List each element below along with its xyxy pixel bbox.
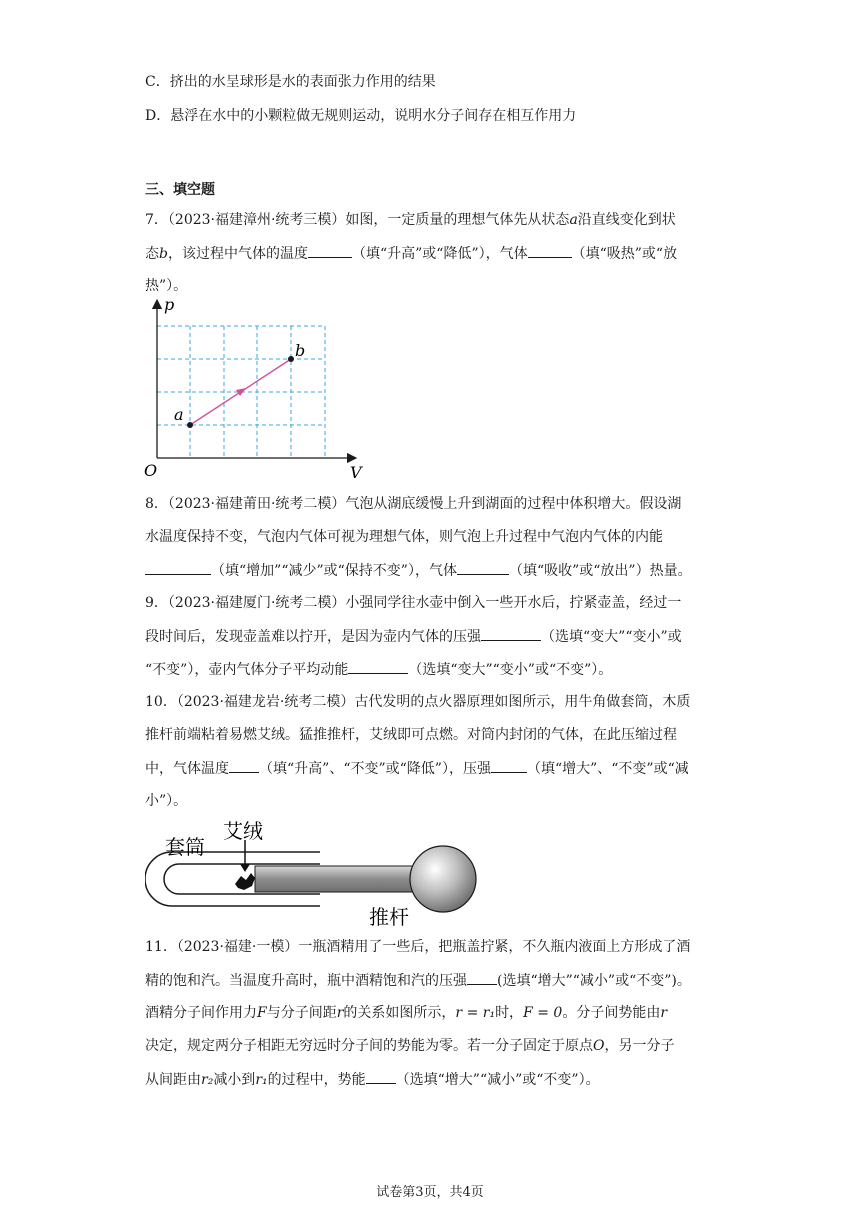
state-a-label: a — [174, 405, 184, 424]
option-c: C．挤出的水呈球形是水的表面张力作用的结果 — [145, 74, 436, 90]
pv-graph — [140, 296, 370, 486]
exam-page: C．挤出的水呈球形是水的表面张力作用的结果 D．悬浮在水中的小颗粒做无规则运动，说明水分子间存在相互作用力 三、填空题 7．（2023·福建漳州·统考三模）如图，一定质量的理想气体先从状态a沿直线变化到状 态b，该过程中气体的温度 （填“升高”或“降低”），气体 （填“吸热”或“放 热”）。 p V O a b 8．（2023·福建莆田·统考二模）气泡从湖底缓慢上升到湖面的过程中体积增大。假设湖 水温度保持不变，气泡内气体可视为理想气体，则气泡上升过程中气泡内气体的内能 （填“增加”“减少”或“保持不变”），气体 （填“吸收”或“放出”）热量。 9．（2023·福建厦门·统考二模）小强同学往水壶中倒入一些开水后，拧紧壶盖，经过一 段时间后，发现壶盖难以拧开，是因为壶内气体的压强 （选填“变大”“变小”或 “不变”），壶内气体分子平均动能 （选填“变大”“变小”或“不变”）。 10．（2023·福建龙岩·统考二模）古代发明的点火器原理如图所示，用牛角做套筒，木质 推杆前端粘着易燃艾绒。猛推推杆，艾绒即可点燃。对筒内封闭的气体，在此压缩过程 中，气体温度 （填“升高”、“不变”或“降低”），压强 （填“增大”、“不变”或“减 小”）。 套筒 艾绒 推杆 11．（2023·福建·一模）一瓶酒精用了一些后，把瓶盖拧紧，不久瓶内液面上方形成了酒 精的饱和汽。当温度升高时，瓶中酒精饱和汽的压强 (选填“增大”“减小”或“不变”)。 酒精分子间作用力F与分子间距r的关系如图所示，r = r₁时，F = 0。分子间势能由r 决定，规定两分子相距无穷远时分子间的势能为零。若一分子固定于原点O，另一分子 从间距由r₂减小到r₁的过程中，势能 （选填“增大”“减小”或“不变”）。 试卷第3页，共4页 — [0, 0, 860, 1216]
rod-label: 推杆 — [369, 905, 409, 928]
answer-blank — [457, 560, 509, 575]
page-footer: 试卷第3页，共4页 — [376, 1185, 484, 1200]
igniter-diagram — [145, 818, 485, 928]
p-axis-label: p — [164, 296, 175, 314]
answer-blank — [481, 626, 541, 641]
push-rod — [255, 866, 435, 892]
answer-blank — [528, 243, 572, 258]
answer-blank — [145, 560, 211, 575]
rod-knob — [410, 846, 476, 912]
section-title: 三、填空题 — [145, 182, 215, 198]
sleeve-label: 套筒 — [165, 835, 205, 859]
tinder-icon — [235, 873, 255, 890]
answer-blank — [366, 1069, 396, 1084]
answer-blank — [229, 758, 259, 773]
state-b-point — [288, 356, 294, 362]
answer-blank — [467, 970, 497, 985]
state-b-label: b — [295, 341, 306, 360]
state-a-point — [187, 422, 193, 428]
pointer-arrow-icon — [240, 864, 250, 872]
answer-blank — [491, 758, 527, 773]
origin-label: O — [144, 461, 158, 480]
answer-blank — [348, 659, 408, 674]
tinder-label: 艾绒 — [223, 819, 263, 843]
answer-blank — [308, 243, 352, 258]
option-d: D．悬浮在水中的小颗粒做无规则运动，说明水分子间存在相互作用力 — [145, 108, 577, 124]
v-axis-label: V — [350, 463, 362, 482]
